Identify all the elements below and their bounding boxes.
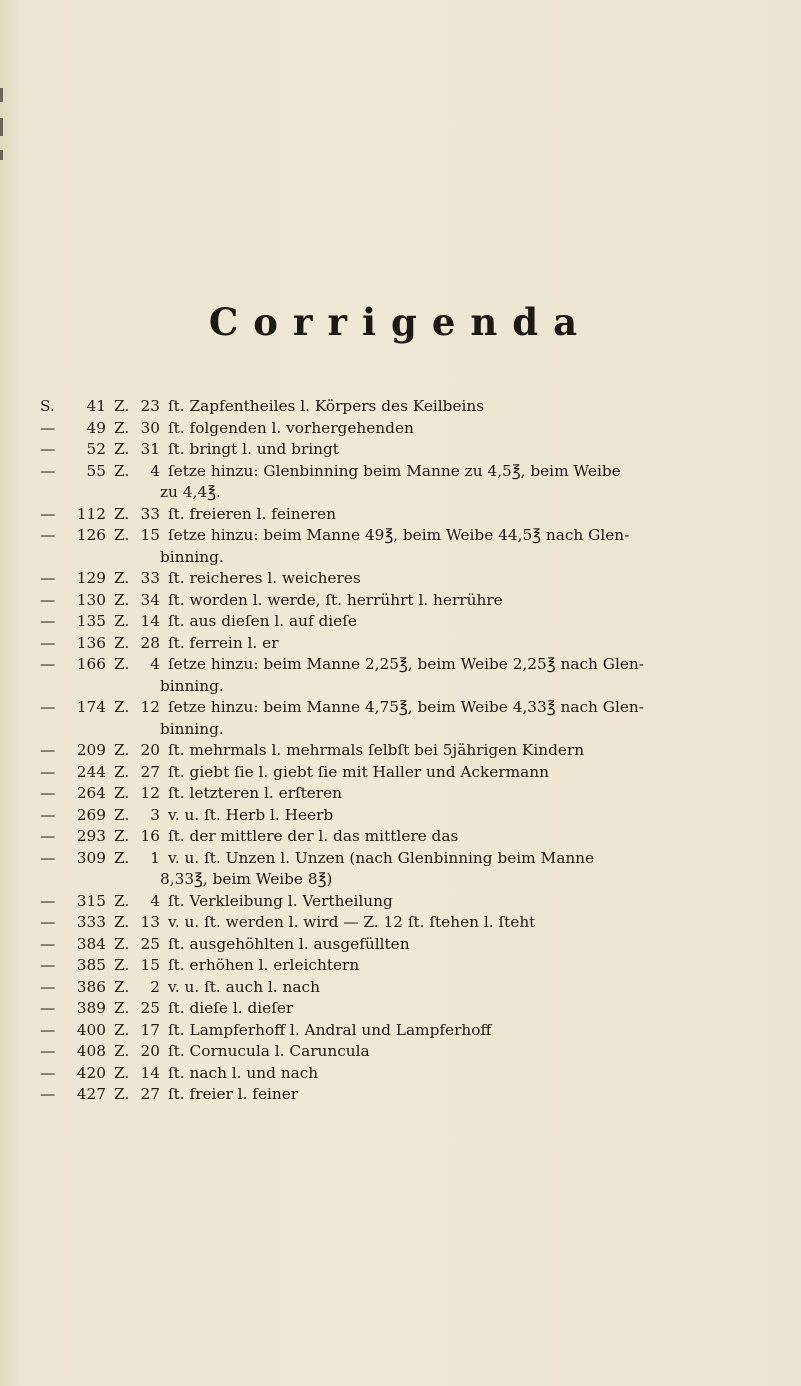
page-number: 49: [86, 418, 106, 437]
correction-text: v. u. ſt. werden l. wird — Z. 12 ſt. ſtehen l. ſteht: [168, 913, 536, 931]
page-number: 112: [76, 504, 106, 523]
corrigendum-entry: [40, 826, 780, 848]
page-number: 166: [76, 655, 106, 673]
correction-text: ſt. folgenden l. vorhergehenden: [168, 418, 414, 437]
page-number: 427: [76, 1085, 106, 1103]
line-number: 31: [140, 440, 160, 458]
line-number: 4: [150, 655, 160, 673]
line-abbrev: Z.: [114, 590, 130, 609]
correction-text: v. u. ſt. Herb l. Heerb: [168, 805, 334, 824]
line-number: 20: [140, 1042, 160, 1060]
entry-lead: —: [40, 848, 56, 867]
line-abbrev: Z.: [114, 741, 130, 759]
correction-text: ſetze hinzu: beim Manne 49℥, beim Weibe 44,5℥ nach Glen-: [168, 526, 630, 544]
correction-text: 8,33℥, beim Weibe 8℥): [160, 870, 333, 888]
page-number: 315: [76, 891, 106, 910]
page-number: 174: [76, 698, 106, 716]
correction-text: ſt. worden l. werde, ſt. herrührt l. herrühre: [168, 590, 503, 609]
entry-lead: —: [40, 913, 56, 931]
corrigendum-entry: [40, 525, 780, 547]
line-abbrev: Z.: [114, 1085, 130, 1103]
line-number: 17: [140, 1020, 160, 1039]
correction-text: ſt. Zapfentheiles l. Körpers des Keilbeins: [168, 397, 485, 415]
entry-lead: —: [40, 956, 56, 974]
corrigenda-list: [40, 396, 780, 1106]
page-number: 41: [86, 397, 106, 415]
line-number: 1: [150, 848, 160, 867]
corrigendum-continuation: [40, 719, 780, 741]
line-abbrev: Z.: [114, 461, 130, 480]
entry-lead: —: [40, 1063, 56, 1082]
correction-text: ſetze hinzu: beim Manne 4,75℥, beim Weibe 4,33℥ nach Glen-: [168, 698, 644, 716]
line-number: 15: [140, 526, 160, 544]
line-number: 20: [140, 741, 160, 759]
correction-text: zu 4,4℥.: [160, 483, 221, 501]
line-abbrev: Z.: [114, 633, 130, 652]
entry-lead: —: [40, 655, 56, 673]
line-number: 12: [140, 698, 160, 716]
page-number: 55: [86, 461, 106, 480]
corrigendum-entry: [40, 396, 780, 418]
page-number: 135: [76, 612, 106, 630]
entry-lead: —: [40, 784, 56, 802]
corrigendum-continuation: [40, 482, 780, 504]
page-number: 130: [76, 590, 106, 609]
entry-lead: —: [40, 741, 56, 759]
line-abbrev: Z.: [114, 999, 130, 1017]
entry-lead: —: [40, 1042, 56, 1060]
correction-text: ſt. bringt l. und bringt: [168, 440, 339, 458]
line-number: 2: [150, 977, 160, 996]
correction-text: binning.: [160, 719, 224, 738]
corrigendum-entry: [40, 504, 780, 526]
correction-text: ſt. ferrein l. er: [168, 633, 279, 652]
corrigendum-continuation: [40, 869, 780, 891]
entry-lead: —: [40, 440, 56, 458]
line-abbrev: Z.: [114, 827, 130, 845]
corrigendum-entry: [40, 697, 780, 719]
line-number: 13: [140, 913, 160, 931]
line-number: 33: [140, 569, 160, 587]
correction-text: v. u. ſt. auch l. nach: [168, 977, 320, 996]
page-title: Corrigenda: [208, 300, 593, 344]
entry-lead: —: [40, 827, 56, 845]
correction-text: ſt. ausgehöhlten l. ausgefüllten: [168, 934, 410, 953]
correction-text: v. u. ſt. Unzen l. Unzen (nach Glenbinning beim Manne: [168, 848, 595, 867]
page-number: 400: [76, 1020, 106, 1039]
line-number: 30: [140, 418, 160, 437]
corrigendum-entry: [40, 568, 780, 590]
entry-lead: —: [40, 1020, 56, 1039]
corrigendum-entry: [40, 654, 780, 676]
entry-lead: —: [40, 891, 56, 910]
correction-text: ſt. freieren l. feineren: [168, 504, 336, 523]
page-number: 384: [76, 934, 106, 953]
line-abbrev: Z.: [114, 934, 130, 953]
line-abbrev: Z.: [114, 784, 130, 802]
line-number: 23: [140, 397, 160, 415]
correction-text: ſt. Cornucula l. Caruncula: [168, 1042, 370, 1060]
line-number: 28: [140, 633, 160, 652]
entry-lead: S.: [40, 397, 55, 415]
entry-lead: —: [40, 418, 56, 437]
entry-lead: —: [40, 504, 56, 523]
corrigendum-entry: [40, 1020, 780, 1042]
corrigendum-entry: [40, 977, 780, 999]
correction-text: ſetze hinzu: Glenbinning beim Manne zu 4,5℥, beim Weibe: [168, 461, 621, 480]
line-number: 25: [140, 934, 160, 953]
page-number: 264: [76, 784, 106, 802]
corrigendum-entry: [40, 848, 780, 870]
line-abbrev: Z.: [114, 440, 130, 458]
correction-text: ſt. Lampferhoff l. Andral und Lampferhoff: [168, 1020, 492, 1039]
corrigendum-entry: [40, 461, 780, 483]
corrigendum-entry: [40, 633, 780, 655]
entry-lead: —: [40, 633, 56, 652]
line-abbrev: Z.: [114, 977, 130, 996]
line-number: 4: [150, 461, 160, 480]
line-abbrev: Z.: [114, 1042, 130, 1060]
corrigendum-entry: [40, 590, 780, 612]
line-number: 33: [140, 504, 160, 523]
corrigendum-entry: [40, 1063, 780, 1085]
correction-text: ſt. reicheres l. weicheres: [168, 569, 361, 587]
line-abbrev: Z.: [114, 397, 130, 415]
correction-text: ſt. giebt ſie l. giebt ſie mit Haller und Ackermann: [168, 762, 549, 781]
entry-lead: —: [40, 526, 56, 544]
line-abbrev: Z.: [114, 504, 130, 523]
correction-text: ſt. nach l. und nach: [168, 1063, 319, 1082]
entry-lead: —: [40, 977, 56, 996]
line-abbrev: Z.: [114, 891, 130, 910]
page-number: 209: [76, 741, 106, 759]
corrigendum-entry: [40, 439, 780, 461]
page-number: 269: [76, 805, 106, 824]
page-number: 333: [76, 913, 106, 931]
correction-text: ſt. Verkleibung l. Vertheilung: [168, 891, 393, 910]
line-abbrev: Z.: [114, 698, 130, 716]
page-number: 385: [76, 956, 106, 974]
corrigendum-entry: [40, 934, 780, 956]
correction-text: ſt. letzteren l. erſteren: [168, 784, 343, 802]
line-abbrev: Z.: [114, 655, 130, 673]
line-number: 15: [140, 956, 160, 974]
correction-text: ſt. mehrmals l. mehrmals ſelbſt bei 5jährigen Kindern: [168, 741, 585, 759]
page-number: 293: [76, 827, 106, 845]
page-number: 386: [76, 977, 106, 996]
correction-text: ſt. erhöhen l. erleichtern: [168, 956, 360, 974]
correction-text: ſt. freier l. feiner: [168, 1085, 299, 1103]
page-number: 244: [76, 762, 106, 781]
entry-lead: —: [40, 612, 56, 630]
line-abbrev: Z.: [114, 956, 130, 974]
corrigendum-entry: [40, 805, 780, 827]
corrigendum-entry: [40, 912, 780, 934]
line-number: 14: [140, 1063, 160, 1082]
page-number: 52: [86, 440, 106, 458]
page-edge-mark: [0, 150, 3, 160]
correction-text: binning.: [160, 547, 224, 566]
line-number: 16: [140, 827, 160, 845]
line-abbrev: Z.: [114, 569, 130, 587]
line-number: 27: [140, 762, 160, 781]
line-abbrev: Z.: [114, 762, 130, 781]
entry-lead: —: [40, 934, 56, 953]
line-abbrev: Z.: [114, 526, 130, 544]
page-number: 389: [76, 999, 106, 1017]
entry-lead: —: [40, 461, 56, 480]
page-edge-mark: [0, 88, 3, 102]
page-number: 420: [76, 1063, 106, 1082]
line-abbrev: Z.: [114, 848, 130, 867]
line-abbrev: Z.: [114, 1063, 130, 1082]
page-number: 408: [76, 1042, 106, 1060]
entry-lead: —: [40, 762, 56, 781]
correction-text: binning.: [160, 676, 224, 695]
line-abbrev: Z.: [114, 805, 130, 824]
page-number: 136: [76, 633, 106, 652]
line-number: 14: [140, 612, 160, 630]
corrigendum-continuation: [40, 676, 780, 698]
page-number: 129: [76, 569, 106, 587]
entry-lead: —: [40, 698, 56, 716]
corrigendum-entry: [40, 955, 780, 977]
entry-lead: —: [40, 569, 56, 587]
line-number: 34: [140, 590, 160, 609]
line-abbrev: Z.: [114, 1020, 130, 1039]
entry-lead: —: [40, 805, 56, 824]
line-number: 4: [150, 891, 160, 910]
corrigendum-entry: [40, 891, 780, 913]
entry-lead: —: [40, 1085, 56, 1103]
line-abbrev: Z.: [114, 612, 130, 630]
corrigendum-entry: [40, 611, 780, 633]
correction-text: ſetze hinzu: beim Manne 2,25℥, beim Weibe 2,25℥ nach Glen-: [168, 655, 644, 673]
corrigendum-entry: [40, 783, 780, 805]
corrigendum-entry: [40, 740, 780, 762]
page-number: 126: [76, 526, 106, 544]
page-edge-mark: [0, 118, 3, 136]
line-abbrev: Z.: [114, 913, 130, 931]
entry-lead: —: [40, 590, 56, 609]
corrigendum-entry: [40, 1084, 780, 1106]
correction-text: ſt. der mittlere der l. das mittlere das: [168, 827, 459, 845]
corrigendum-entry: [40, 1041, 780, 1063]
line-abbrev: Z.: [114, 418, 130, 437]
entry-lead: —: [40, 999, 56, 1017]
corrigendum-entry: [40, 998, 780, 1020]
correction-text: ſt. aus dieſen l. auf dieſe: [168, 612, 357, 630]
page-number: 309: [76, 848, 106, 867]
line-number: 12: [140, 784, 160, 802]
line-number: 27: [140, 1085, 160, 1103]
line-number: 3: [150, 805, 160, 824]
corrigendum-continuation: [40, 547, 780, 569]
corrigendum-entry: [40, 762, 780, 784]
line-number: 25: [140, 999, 160, 1017]
correction-text: ſt. dieſe l. dieſer: [168, 999, 294, 1017]
corrigendum-entry: [40, 418, 780, 440]
